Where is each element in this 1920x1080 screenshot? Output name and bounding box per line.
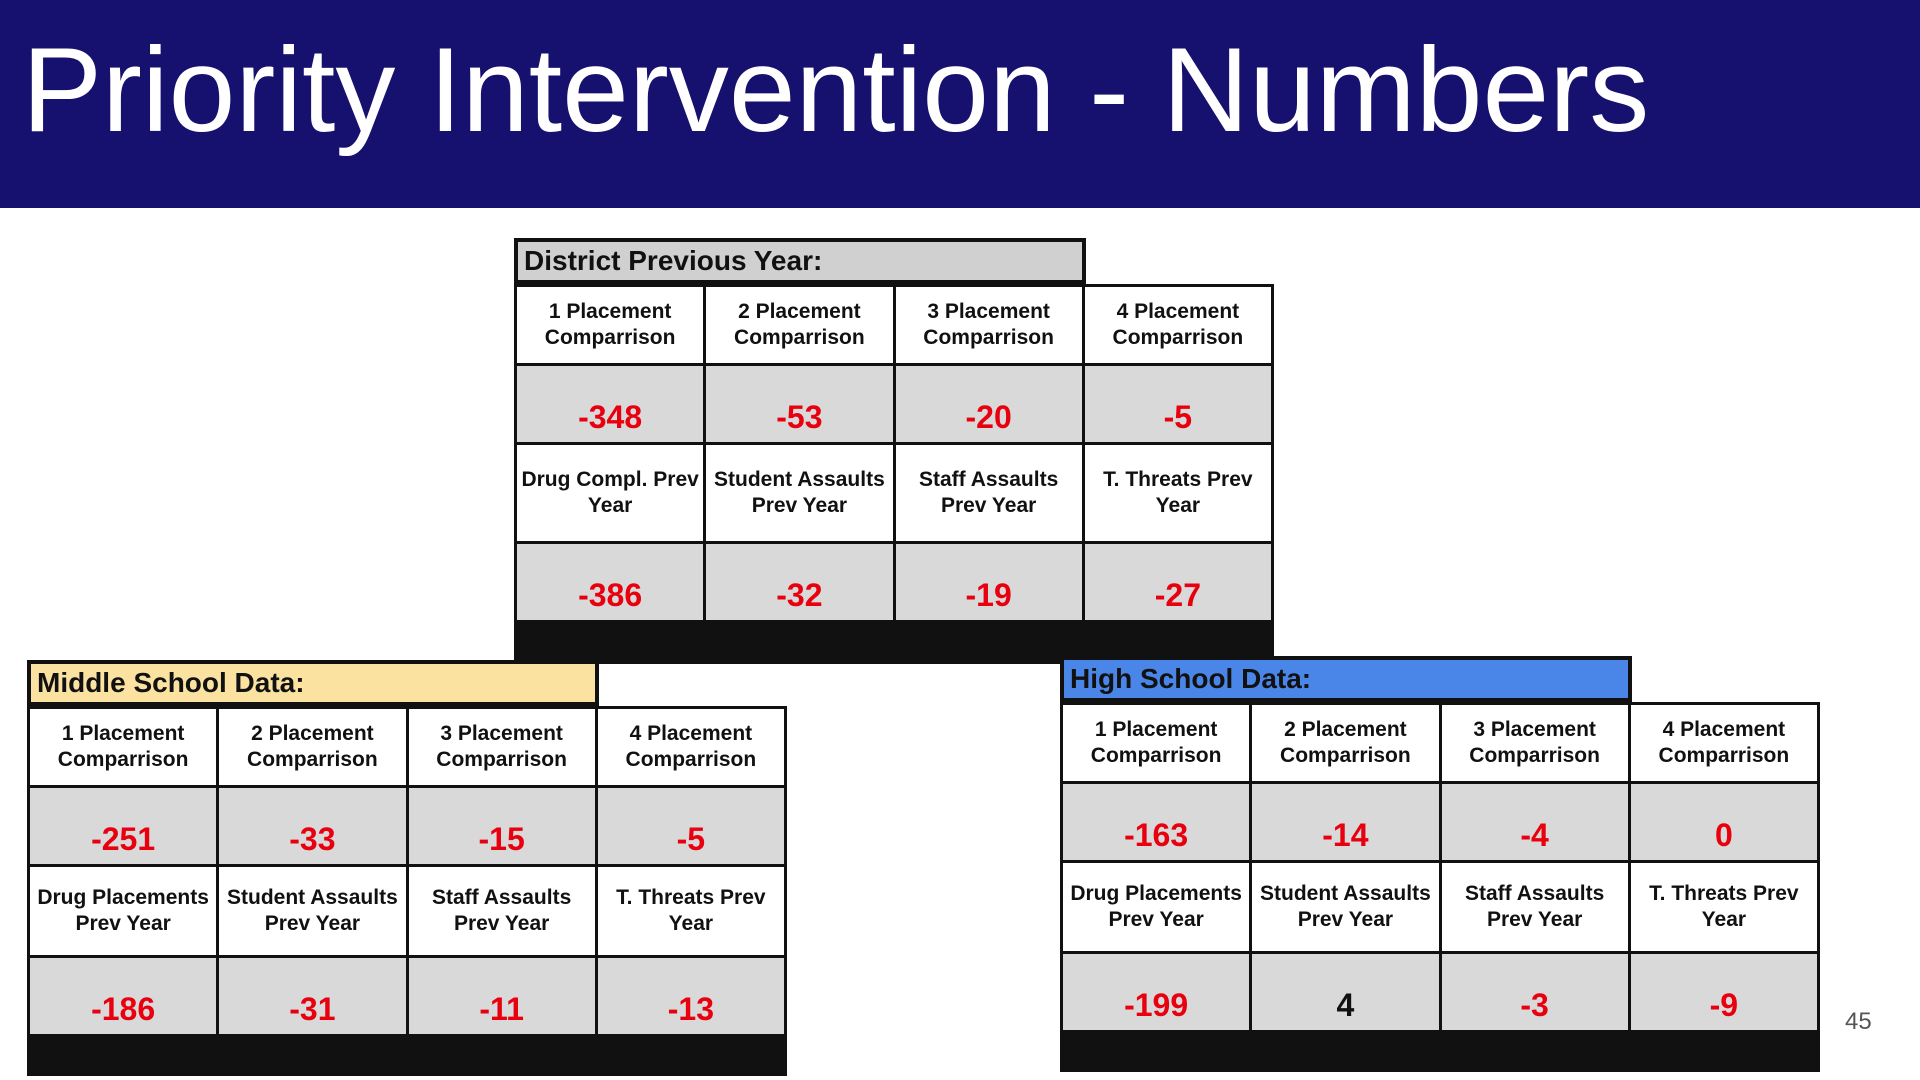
district-value-8: -27 <box>1085 544 1271 620</box>
middle-value-4: -5 <box>598 788 784 864</box>
middle-label-3: 3 Placement Comparrison <box>409 709 595 785</box>
middle-value-3: -15 <box>409 788 595 864</box>
middle-value-1: -251 <box>30 788 216 864</box>
middle-header: Middle School Data: <box>27 660 599 706</box>
district-header: District Previous Year: <box>514 238 1086 284</box>
high-value-8: -9 <box>1631 954 1817 1030</box>
district-value-7: -19 <box>896 544 1082 620</box>
high-label-8: T. Threats Prev Year <box>1631 863 1817 951</box>
high-value-2: -14 <box>1252 784 1438 860</box>
slide-title: Priority Intervention - Numbers <box>22 23 1650 157</box>
middle-grid <box>27 706 787 1076</box>
high-label-7: Staff Assaults Prev Year <box>1442 863 1628 951</box>
middle-value-8: -13 <box>598 958 784 1034</box>
district-value-1: -348 <box>517 366 703 442</box>
high-value-6: 4 <box>1252 954 1438 1030</box>
high-value-5: -199 <box>1063 954 1249 1030</box>
district-value-5: -386 <box>517 544 703 620</box>
high-label-2: 2 Placement Comparrison <box>1252 705 1438 781</box>
middle-value-5: -186 <box>30 958 216 1034</box>
middle-label-2: 2 Placement Comparrison <box>219 709 405 785</box>
high-label-6: Student Assaults Prev Year <box>1252 863 1438 951</box>
high-label-4: 4 Placement Comparrison <box>1631 705 1817 781</box>
high-panel <box>1060 656 1820 1026</box>
middle-label-6: Student Assaults Prev Year <box>219 867 405 955</box>
middle-panel <box>27 660 787 1030</box>
middle-value-6: -31 <box>219 958 405 1034</box>
district-value-3: -20 <box>896 366 1082 442</box>
middle-label-1: 1 Placement Comparrison <box>30 709 216 785</box>
high-value-3: -4 <box>1442 784 1628 860</box>
middle-label-8: T. Threats Prev Year <box>598 867 784 955</box>
middle-value-2: -33 <box>219 788 405 864</box>
district-value-6: -32 <box>706 544 892 620</box>
high-value-4: 0 <box>1631 784 1817 860</box>
high-header: High School Data: <box>1060 656 1632 702</box>
district-label-7: Staff Assaults Prev Year <box>896 445 1082 541</box>
middle-value-7: -11 <box>409 958 595 1034</box>
high-label-1: 1 Placement Comparrison <box>1063 705 1249 781</box>
district-panel <box>514 238 1274 618</box>
district-value-2: -53 <box>706 366 892 442</box>
title-bar <box>0 0 1920 208</box>
district-label-4: 4 Placement Comparrison <box>1085 287 1271 363</box>
middle-label-4: 4 Placement Comparrison <box>598 709 784 785</box>
district-label-2: 2 Placement Comparrison <box>706 287 892 363</box>
middle-label-7: Staff Assaults Prev Year <box>409 867 595 955</box>
district-label-5: Drug Compl. Prev Year <box>517 445 703 541</box>
page-number: 45 <box>1845 1008 1872 1035</box>
district-grid <box>514 284 1274 664</box>
high-value-7: -3 <box>1442 954 1628 1030</box>
middle-label-5: Drug Placements Prev Year <box>30 867 216 955</box>
district-label-1: 1 Placement Comparrison <box>517 287 703 363</box>
high-value-1: -163 <box>1063 784 1249 860</box>
high-label-3: 3 Placement Comparrison <box>1442 705 1628 781</box>
district-label-3: 3 Placement Comparrison <box>896 287 1082 363</box>
district-label-8: T. Threats Prev Year <box>1085 445 1271 541</box>
district-value-4: -5 <box>1085 366 1271 442</box>
high-grid <box>1060 702 1820 1072</box>
high-label-5: Drug Placements Prev Year <box>1063 863 1249 951</box>
district-label-6: Student Assaults Prev Year <box>706 445 892 541</box>
